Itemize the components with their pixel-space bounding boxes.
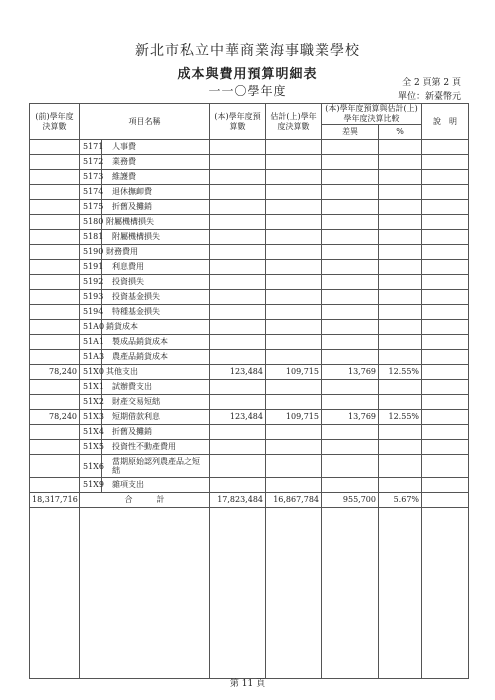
cell-estimated xyxy=(266,230,322,245)
cell-current xyxy=(210,395,266,410)
cell-estimated xyxy=(266,140,322,155)
total-prev: 18,317,716 xyxy=(30,493,80,508)
cell-name: 其他支出 xyxy=(102,365,210,380)
page-info: 全 2 頁第 2 頁 xyxy=(402,78,461,88)
cell-remarks xyxy=(422,455,469,478)
cell-code: 5174 xyxy=(80,185,102,200)
report-title: 成本與費用預算明細表 xyxy=(177,67,318,82)
cell-code: 51A3 xyxy=(80,350,102,365)
cell-code: 5181 xyxy=(80,230,102,245)
cell-remarks xyxy=(422,365,469,380)
cell-remarks xyxy=(422,350,469,365)
cell-percent xyxy=(379,380,422,395)
cell-percent xyxy=(379,230,422,245)
table-row xyxy=(30,305,469,320)
table-row xyxy=(30,170,469,185)
cell-current xyxy=(210,335,266,350)
cell-difference xyxy=(322,290,379,305)
cell-name: 業務費 xyxy=(102,155,210,170)
cell-difference xyxy=(322,335,379,350)
cell-code: 5190 xyxy=(80,245,102,260)
cell-remarks xyxy=(422,170,469,185)
col-remarks: 說 明 xyxy=(422,104,469,140)
cell-remarks xyxy=(422,230,469,245)
cell-remarks xyxy=(422,140,469,155)
cell-current xyxy=(210,290,266,305)
cell-difference xyxy=(322,275,379,290)
cell-percent xyxy=(379,320,422,335)
cell-difference: 13,769 xyxy=(322,410,379,425)
cell-prev xyxy=(30,200,80,215)
cell-name: 利息費用 xyxy=(102,260,210,275)
cell-code: 5194 xyxy=(80,305,102,320)
table-row xyxy=(30,365,469,380)
cell-prev xyxy=(30,260,80,275)
cell-code: 51A0 xyxy=(80,320,102,335)
cell-remarks xyxy=(422,335,469,350)
cell-name: 投資性不動產費用 xyxy=(102,440,210,455)
table-row xyxy=(30,350,469,365)
cell-estimated xyxy=(266,200,322,215)
cell-difference xyxy=(322,245,379,260)
cell-name: 試辦費支出 xyxy=(102,380,210,395)
cell-current xyxy=(210,380,266,395)
cell-name: 製成品銷貨成本 xyxy=(102,335,210,350)
cell-code: 5172 xyxy=(80,155,102,170)
cell-difference xyxy=(322,320,379,335)
cell-code: 51X2 xyxy=(80,395,102,410)
cell-percent xyxy=(379,260,422,275)
cell-remarks xyxy=(422,320,469,335)
cell-prev xyxy=(30,440,80,455)
currency-unit: 單位：新臺幣元 xyxy=(397,92,461,102)
table-row xyxy=(30,140,469,155)
cell-difference xyxy=(322,170,379,185)
cell-estimated xyxy=(266,455,322,478)
table-row xyxy=(30,245,469,260)
cell-percent xyxy=(379,290,422,305)
cell-current xyxy=(210,478,266,493)
cell-percent xyxy=(379,305,422,320)
col-estimated-prior: 估計(上)學年度決算數 xyxy=(266,104,322,140)
cell-percent xyxy=(379,335,422,350)
cell-code: 51A1 xyxy=(80,335,102,350)
table-row xyxy=(30,380,469,395)
cell-name: 特種基金損失 xyxy=(102,305,210,320)
cell-current xyxy=(210,275,266,290)
cell-code: 51X9 xyxy=(80,478,102,493)
cell-name: 投資基金損失 xyxy=(102,290,210,305)
cell-name: 退休撫卹費 xyxy=(102,185,210,200)
cell-percent xyxy=(379,245,422,260)
total-difference: 955,700 xyxy=(322,493,379,508)
cell-percent xyxy=(379,200,422,215)
cell-difference xyxy=(322,215,379,230)
cell-prev xyxy=(30,305,80,320)
cell-estimated xyxy=(266,155,322,170)
cell-name: 銷貨成本 xyxy=(102,320,210,335)
cell-percent xyxy=(379,425,422,440)
cell-current: 123,484 xyxy=(210,410,266,425)
cell-estimated xyxy=(266,425,322,440)
cell-estimated xyxy=(266,335,322,350)
col-prev-year: (前)學年度決算數 xyxy=(30,104,80,140)
page-number: 第 11 頁 xyxy=(229,679,266,689)
cell-current: 123,484 xyxy=(210,365,266,380)
table-row xyxy=(30,155,469,170)
cell-prev xyxy=(30,215,80,230)
cell-estimated xyxy=(266,380,322,395)
table-row xyxy=(30,410,469,425)
cell-name: 人事費 xyxy=(102,140,210,155)
cell-estimated xyxy=(266,350,322,365)
cell-prev: 78,240 xyxy=(30,365,80,380)
cell-difference xyxy=(322,425,379,440)
cell-current xyxy=(210,425,266,440)
cell-current xyxy=(210,230,266,245)
cell-percent xyxy=(379,155,422,170)
total-row xyxy=(30,493,469,508)
cell-name: 投資損失 xyxy=(102,275,210,290)
table-row xyxy=(30,185,469,200)
table-row xyxy=(30,455,469,478)
cell-estimated xyxy=(266,440,322,455)
cell-estimated: 109,715 xyxy=(266,410,322,425)
table-row xyxy=(30,478,469,493)
cell-prev xyxy=(30,335,80,350)
cell-code: 51X3 xyxy=(80,410,102,425)
blank-area xyxy=(30,508,469,679)
cell-name: 短期借款利息 xyxy=(102,410,210,425)
academic-year: 一一〇學年度 xyxy=(208,84,287,98)
cell-code: 5192 xyxy=(80,275,102,290)
cell-remarks xyxy=(422,245,469,260)
cell-estimated xyxy=(266,305,322,320)
cell-current xyxy=(210,350,266,365)
blank-cell xyxy=(80,508,210,679)
cell-current xyxy=(210,245,266,260)
table-row xyxy=(30,275,469,290)
cell-name: 當期原始認列農產品之短絀 xyxy=(102,455,210,478)
blank-cell xyxy=(266,508,322,679)
cell-difference xyxy=(322,395,379,410)
cell-prev xyxy=(30,425,80,440)
cell-prev xyxy=(30,320,80,335)
cell-estimated xyxy=(266,320,322,335)
cell-difference xyxy=(322,478,379,493)
cell-current xyxy=(210,305,266,320)
cell-percent: 12.55% xyxy=(379,365,422,380)
cell-difference xyxy=(322,140,379,155)
cell-percent xyxy=(379,140,422,155)
cell-code: 5171 xyxy=(80,140,102,155)
cell-code: 51X4 xyxy=(80,425,102,440)
col-item-name: 項目名稱 xyxy=(80,104,210,140)
blank-cell xyxy=(322,508,379,679)
total-current: 17,823,484 xyxy=(210,493,266,508)
table-row xyxy=(30,260,469,275)
cell-name: 附屬機構損失 xyxy=(102,230,210,245)
cell-prev xyxy=(30,290,80,305)
cell-remarks xyxy=(422,290,469,305)
cell-estimated xyxy=(266,215,322,230)
cell-percent: 12.55% xyxy=(379,410,422,425)
cell-name: 財產交易短絀 xyxy=(102,395,210,410)
blank-cell xyxy=(379,508,422,679)
blank-cell xyxy=(30,508,80,679)
cell-code: 51X6 xyxy=(80,455,102,478)
total-remarks xyxy=(422,493,469,508)
cell-percent xyxy=(379,350,422,365)
cell-name: 折舊及攤銷 xyxy=(102,425,210,440)
cell-difference xyxy=(322,185,379,200)
cell-current xyxy=(210,200,266,215)
cell-prev xyxy=(30,455,80,478)
blank-cell xyxy=(422,508,469,679)
cell-difference xyxy=(322,455,379,478)
table-row xyxy=(30,200,469,215)
table-row xyxy=(30,335,469,350)
cell-percent xyxy=(379,170,422,185)
cell-prev xyxy=(30,155,80,170)
cell-remarks xyxy=(422,155,469,170)
cell-current xyxy=(210,455,266,478)
school-title: 新北市私立中華商業海事職業學校 xyxy=(135,43,360,59)
cell-remarks xyxy=(422,478,469,493)
cell-difference xyxy=(322,440,379,455)
cell-remarks xyxy=(422,185,469,200)
cell-current xyxy=(210,155,266,170)
cell-percent xyxy=(379,275,422,290)
table-row xyxy=(30,395,469,410)
cell-current xyxy=(210,440,266,455)
table-row xyxy=(30,230,469,245)
cell-code: 51X1 xyxy=(80,380,102,395)
cell-name: 農產品銷貨成本 xyxy=(102,350,210,365)
cell-difference xyxy=(322,155,379,170)
cell-current xyxy=(210,185,266,200)
table-row xyxy=(30,425,469,440)
col-compare-group: (本)學年度預算與估計(上)學年度決算比較 xyxy=(322,104,422,125)
cell-code: 5180 xyxy=(80,215,102,230)
cell-estimated xyxy=(266,478,322,493)
cell-current xyxy=(210,170,266,185)
cell-difference: 13,769 xyxy=(322,365,379,380)
cell-code: 5193 xyxy=(80,290,102,305)
cell-prev xyxy=(30,185,80,200)
total-label: 合 計 xyxy=(80,493,210,508)
cell-prev xyxy=(30,140,80,155)
table-row xyxy=(30,290,469,305)
cell-estimated xyxy=(266,185,322,200)
cell-name: 附屬機構損失 xyxy=(102,215,210,230)
cell-estimated: 109,715 xyxy=(266,365,322,380)
cell-remarks xyxy=(422,200,469,215)
cell-percent xyxy=(379,185,422,200)
cell-remarks xyxy=(422,260,469,275)
cell-code: 5191 xyxy=(80,260,102,275)
cell-percent xyxy=(379,395,422,410)
cell-percent xyxy=(379,455,422,478)
budget-table xyxy=(29,103,469,679)
col-current-budget: (本)學年度預算數 xyxy=(210,104,266,140)
cell-current xyxy=(210,140,266,155)
blank-cell xyxy=(210,508,266,679)
cell-estimated xyxy=(266,290,322,305)
cell-estimated xyxy=(266,260,322,275)
cell-remarks xyxy=(422,305,469,320)
col-percent: % xyxy=(379,125,422,140)
table-row xyxy=(30,215,469,230)
cell-difference xyxy=(322,380,379,395)
cell-remarks xyxy=(422,440,469,455)
cell-code: 5175 xyxy=(80,200,102,215)
cell-name: 維護費 xyxy=(102,170,210,185)
cell-estimated xyxy=(266,245,322,260)
table-row xyxy=(30,440,469,455)
table-row xyxy=(30,320,469,335)
cell-code: 51X5 xyxy=(80,440,102,455)
cell-current xyxy=(210,260,266,275)
cell-prev xyxy=(30,230,80,245)
col-difference: 差異 xyxy=(322,125,379,140)
cell-estimated xyxy=(266,395,322,410)
cell-prev: 78,240 xyxy=(30,410,80,425)
cell-percent xyxy=(379,478,422,493)
cell-percent xyxy=(379,440,422,455)
cell-code: 51X0 xyxy=(80,365,102,380)
cell-remarks xyxy=(422,410,469,425)
cell-estimated xyxy=(266,275,322,290)
cell-prev xyxy=(30,350,80,365)
cell-code: 5173 xyxy=(80,170,102,185)
cell-prev xyxy=(30,170,80,185)
cell-prev xyxy=(30,380,80,395)
cell-remarks xyxy=(422,425,469,440)
cell-estimated xyxy=(266,170,322,185)
cell-name: 折舊及攤銷 xyxy=(102,200,210,215)
cell-current xyxy=(210,215,266,230)
cell-remarks xyxy=(422,395,469,410)
cell-prev xyxy=(30,478,80,493)
cell-prev xyxy=(30,395,80,410)
cell-remarks xyxy=(422,215,469,230)
total-estimated: 16,867,784 xyxy=(266,493,322,508)
cell-current xyxy=(210,320,266,335)
cell-remarks xyxy=(422,380,469,395)
cell-percent xyxy=(379,215,422,230)
cell-prev xyxy=(30,245,80,260)
cell-difference xyxy=(322,305,379,320)
cell-difference xyxy=(322,200,379,215)
cell-difference xyxy=(322,350,379,365)
cell-prev xyxy=(30,275,80,290)
cell-difference xyxy=(322,230,379,245)
total-percent: 5.67% xyxy=(379,493,422,508)
cell-remarks xyxy=(422,275,469,290)
cell-name: 雜項支出 xyxy=(102,478,210,493)
cell-difference xyxy=(322,260,379,275)
cell-name: 財務費用 xyxy=(102,245,210,260)
